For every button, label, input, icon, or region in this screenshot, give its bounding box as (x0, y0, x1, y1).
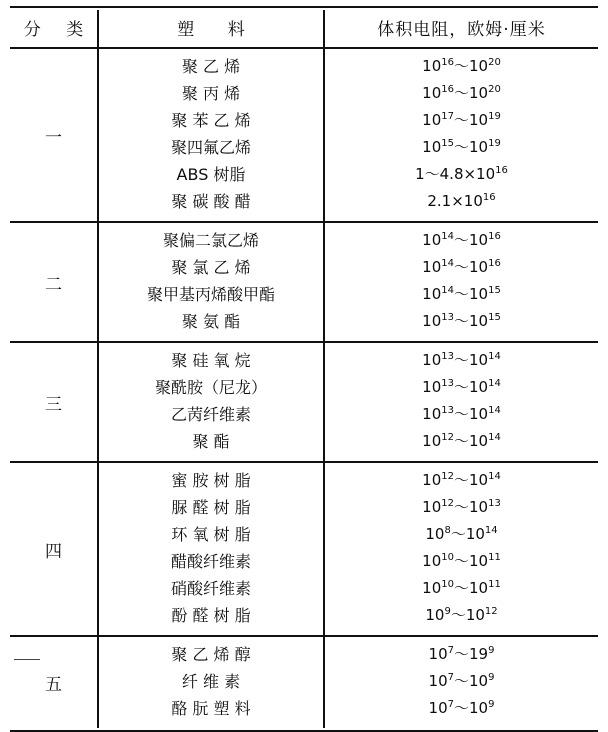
material-name: 硝酸纤维素 (170, 579, 251, 598)
material-name: 聚 乙 烯 醇 (171, 645, 251, 664)
resistivity-value: $10^{16}\sim 10^{20}$ (422, 84, 501, 102)
resistivity-value: $10^{15}\sim 10^{19}$ (422, 138, 501, 156)
table-row (10, 636, 598, 728)
resistivity-value: $1\sim 4.8\times 10^{16}$ (415, 165, 508, 183)
resistivity-value: $10^7\sim 10^9$ (428, 699, 495, 717)
material-name: 聚酰胺（尼龙） (154, 378, 267, 397)
material-cell (98, 48, 324, 222)
resistivity-value: $10^{12}\sim 10^{14}$ (422, 432, 501, 450)
material-name: 蜜 胺 树 脂 (171, 471, 251, 490)
resistivity-cell (324, 462, 598, 636)
resistivity-cell (324, 342, 598, 462)
resistivity-value: $10^9\sim 10^{12}$ (425, 606, 498, 624)
header-category: 分 类 (10, 10, 98, 48)
material-name: 醋酸纤维素 (170, 552, 251, 571)
material-name: 聚甲基丙烯酸甲酯 (146, 285, 275, 304)
header-material: 塑 料 (98, 10, 324, 48)
material-name: 纤 维 素 (181, 672, 241, 691)
resistivity-value: $10^7\sim 10^9$ (428, 672, 495, 690)
category-cell: 一 (10, 48, 98, 222)
material-name: 环 氧 树 脂 (171, 525, 251, 544)
resistivity-value: $10^{12}\sim 10^{14}$ (422, 471, 501, 489)
resistivity-value: $10^{12}\sim 10^{13}$ (422, 498, 501, 516)
resistivity-value: $10^{14}\sim 10^{16}$ (422, 258, 501, 276)
material-name: 脲 醛 树 脂 (171, 498, 251, 517)
material-name: 聚 碳 酸 醋 (171, 192, 251, 211)
table-body (10, 48, 598, 728)
material-name: 聚 氨 酯 (181, 312, 241, 331)
header-resistivity: 体积电阻，欧姆·厘米 (324, 10, 598, 48)
resistivity-value: $10^7\sim 19^9$ (428, 645, 495, 663)
resistivity-value: $10^{13}\sim 10^{14}$ (422, 378, 501, 396)
resistivity-value: $10^{10}\sim 10^{11}$ (422, 552, 501, 570)
resistivity-cell (324, 48, 598, 222)
material-name: 聚 苯 乙 烯 (171, 111, 251, 130)
material-cell (98, 462, 324, 636)
category-cell: 三 (10, 342, 98, 462)
category-cell: 四 (10, 462, 98, 636)
resistivity-value: $10^{14}\sim 10^{15}$ (422, 285, 501, 303)
resistivity-value: $10^8\sim 10^{14}$ (425, 525, 498, 543)
plastics-resistivity-table (10, 10, 598, 728)
material-name: 聚偏二氯乙烯 (162, 231, 259, 250)
table-row (10, 48, 598, 222)
material-name: 酪 朊 塑 料 (171, 699, 251, 718)
category-cell: 二 (10, 222, 98, 342)
material-cell (98, 636, 324, 728)
resistivity-cell (324, 636, 598, 728)
resistivity-value: $10^{10}\sim 10^{11}$ (422, 579, 501, 597)
header-row (10, 10, 598, 48)
material-cell (98, 342, 324, 462)
table-top-rule (10, 6, 598, 8)
resistivity-value: $10^{13}\sim 10^{15}$ (422, 312, 501, 330)
material-name: 聚 丙 烯 (181, 84, 241, 103)
material-name: 聚四氟乙烯 (170, 138, 251, 157)
material-name: 聚 硅 氧 烷 (171, 351, 251, 370)
material-cell (98, 222, 324, 342)
material-name: 聚 酯 (192, 432, 230, 451)
category-cell: 五 (10, 636, 98, 728)
resistivity-cell (324, 222, 598, 342)
resistivity-value: $2.1\times 10^{16}$ (427, 192, 496, 210)
table-header (10, 10, 598, 48)
material-name: 酚 醛 树 脂 (171, 606, 251, 625)
resistivity-value: $10^{13}\sim 10^{14}$ (422, 405, 501, 423)
material-name: 聚 氯 乙 烯 (171, 258, 251, 277)
resistivity-value: $10^{17}\sim 10^{19}$ (422, 111, 501, 129)
resistivity-value: $10^{14}\sim 10^{16}$ (422, 231, 501, 249)
table-row (10, 342, 598, 462)
table-row (10, 222, 598, 342)
material-name: 乙苪纤维素 (170, 405, 251, 424)
resistivity-value: $10^{16}\sim 10^{20}$ (422, 57, 501, 75)
resistivity-value: $10^{13}\sim 10^{14}$ (422, 351, 501, 369)
material-name: ABS 树脂 (176, 165, 246, 184)
material-name: 聚 乙 烯 (181, 57, 241, 76)
page-footer-rule (14, 659, 40, 660)
table-row (10, 462, 598, 636)
